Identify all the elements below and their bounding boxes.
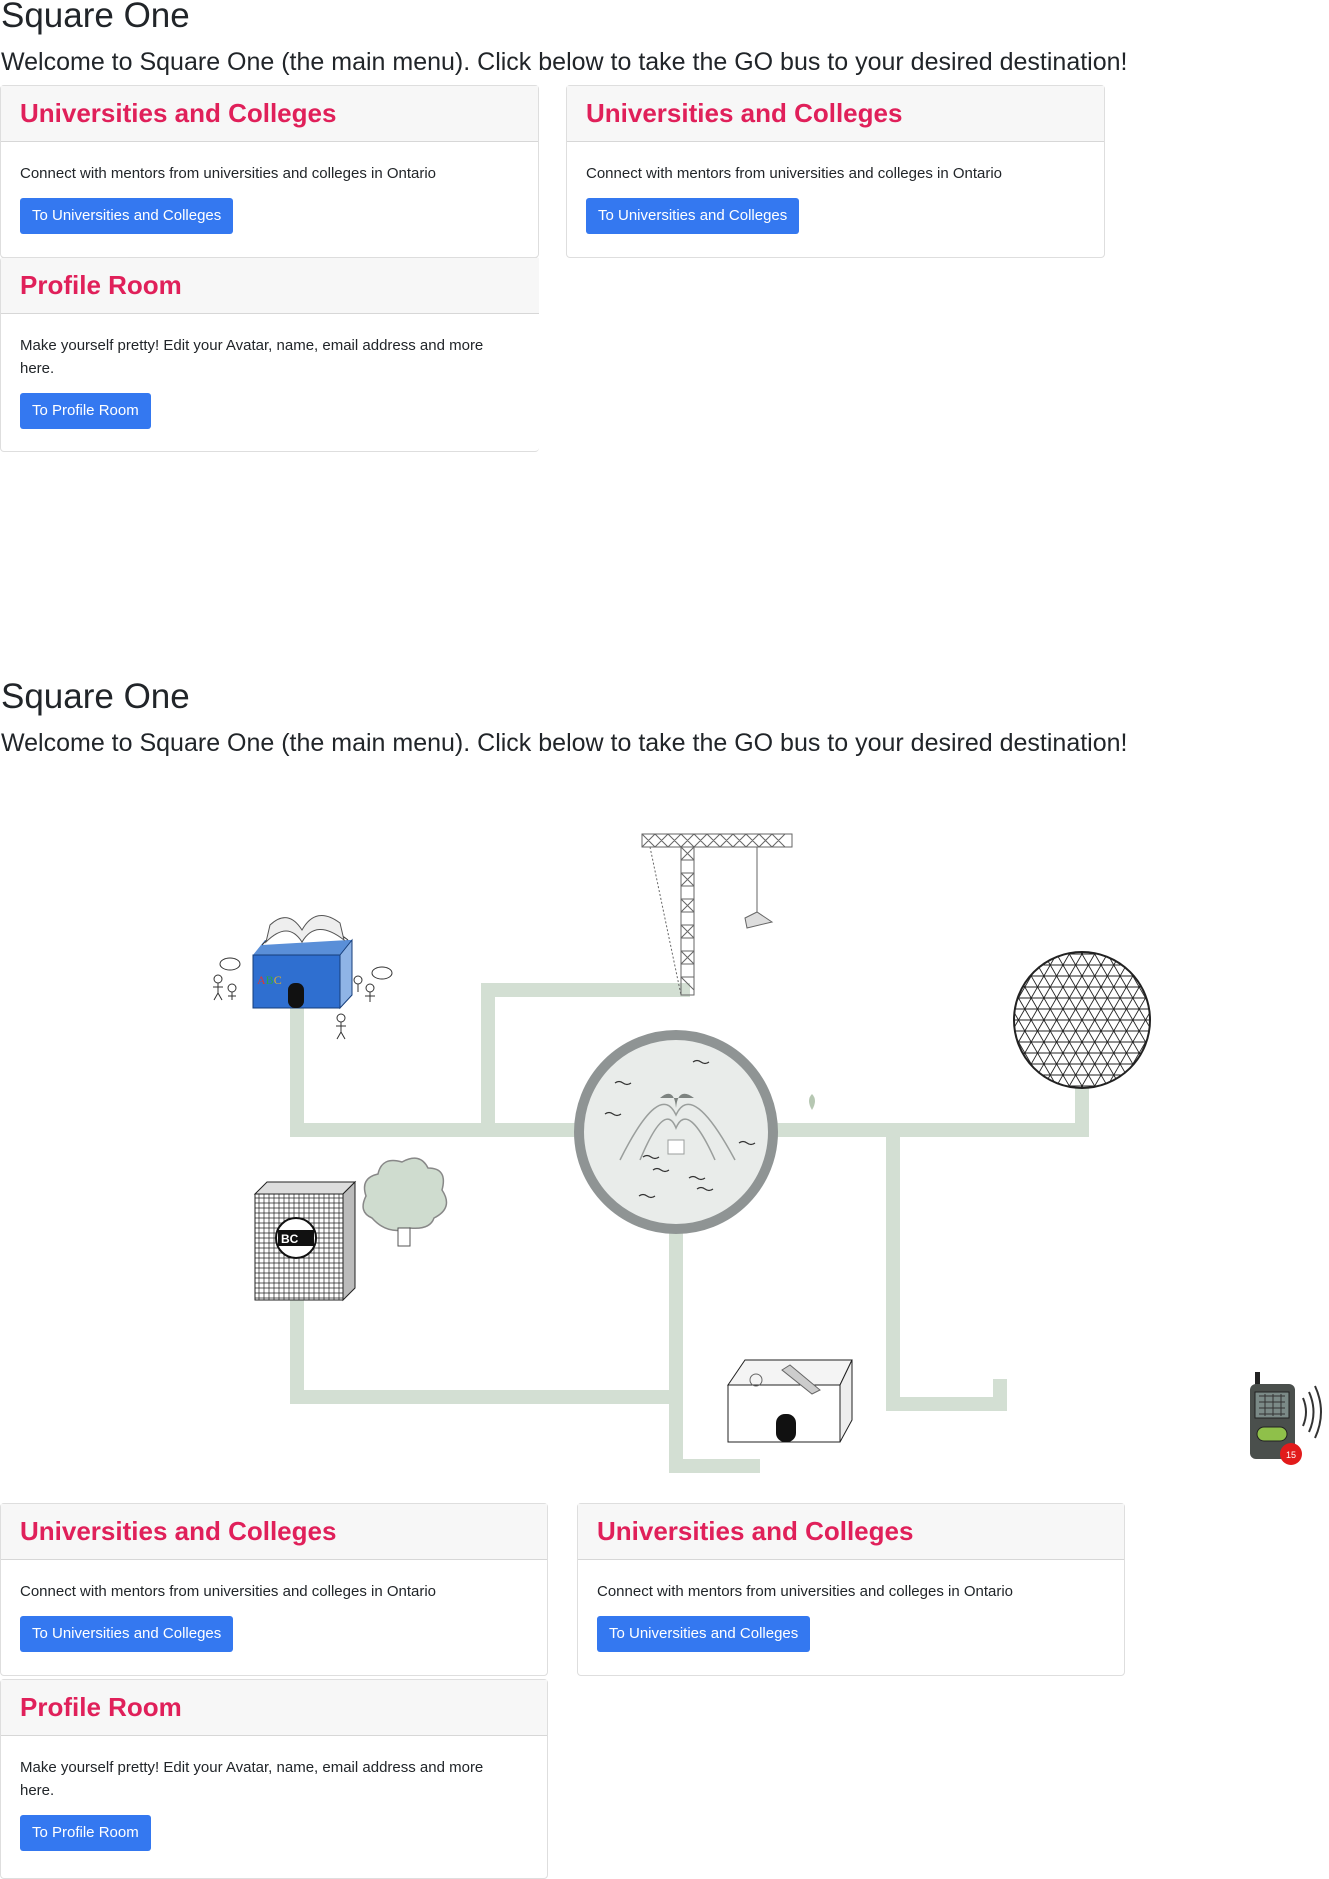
card-header <box>567 86 1104 142</box>
card-universities-2 <box>577 1503 1125 1676</box>
page-title: Square One <box>1 0 190 35</box>
to-universities-button[interactable]: To Universities and Colleges <box>597 1616 810 1652</box>
card-title: Universities and Colleges <box>586 98 903 128</box>
card-header <box>1 258 539 314</box>
to-universities-button[interactable]: To Universities and Colleges <box>20 198 233 234</box>
card-profile-room <box>0 1679 548 1879</box>
card-text: Connect with mentors from universities and colleges in Ontario <box>586 165 1003 182</box>
card-universities-1 <box>0 85 539 258</box>
welcome-text: Welcome to Square One (the main menu). Click below to take the GO bus to your desired destination! <box>1 48 1128 76</box>
card-profile-room <box>0 257 539 452</box>
card-body <box>1 1560 547 1672</box>
page-title: Square One <box>1 677 190 716</box>
card-title: Profile Room <box>20 1692 182 1722</box>
card-text: Connect with mentors from universities and colleges in Ontario <box>597 1583 1014 1600</box>
book-building-label: ABC <box>257 973 282 987</box>
library-building-icon[interactable] <box>255 1182 355 1300</box>
screen-1 <box>0 0 1329 640</box>
to-profile-room-button[interactable]: To Profile Room <box>20 393 151 429</box>
sprout-icon <box>809 1094 815 1110</box>
card-universities-1 <box>0 1503 548 1676</box>
card-text: Connect with mentors from universities and colleges in Ontario <box>20 1583 437 1600</box>
card-header <box>1 1504 547 1560</box>
card-text: Make yourself pretty! Edit your Avatar, name, email address and more here. <box>20 1759 484 1799</box>
tree-icon <box>363 1158 446 1246</box>
card-body <box>1 142 538 254</box>
library-logo-label: BC <box>281 1232 299 1246</box>
to-profile-room-button[interactable]: To Profile Room <box>20 1815 151 1851</box>
to-universities-button[interactable]: To Universities and Colleges <box>20 1616 233 1652</box>
card-body <box>1 314 539 449</box>
fountain-icon[interactable] <box>579 1035 773 1229</box>
to-universities-button[interactable]: To Universities and Colleges <box>586 198 799 234</box>
card-text: Make yourself pretty! Edit your Avatar, name, email address and more here. <box>20 337 484 377</box>
card-title: Universities and Colleges <box>597 1516 914 1546</box>
walkie-talkie-icon[interactable] <box>1245 1372 1325 1476</box>
card-text: Connect with mentors from universities and colleges in Ontario <box>20 165 437 182</box>
welcome-text: Welcome to Square One (the main menu). Click below to take the GO bus to your desired destination! <box>1 729 1128 757</box>
square-one-map <box>0 800 1329 1500</box>
card-header <box>1 86 538 142</box>
card-body <box>1 1736 547 1871</box>
card-header <box>1 1680 547 1736</box>
card-body <box>567 142 1104 254</box>
card-header <box>578 1504 1124 1560</box>
card-title: Universities and Colleges <box>20 98 337 128</box>
card-title: Profile Room <box>20 270 182 300</box>
walkie-badge: 15 <box>1285 1450 1297 1460</box>
card-universities-2 <box>566 85 1105 258</box>
crane-icon[interactable] <box>642 834 792 995</box>
card-title: Universities and Colleges <box>20 1516 337 1546</box>
shoe-box-icon[interactable] <box>728 1360 852 1442</box>
card-body <box>578 1560 1124 1672</box>
